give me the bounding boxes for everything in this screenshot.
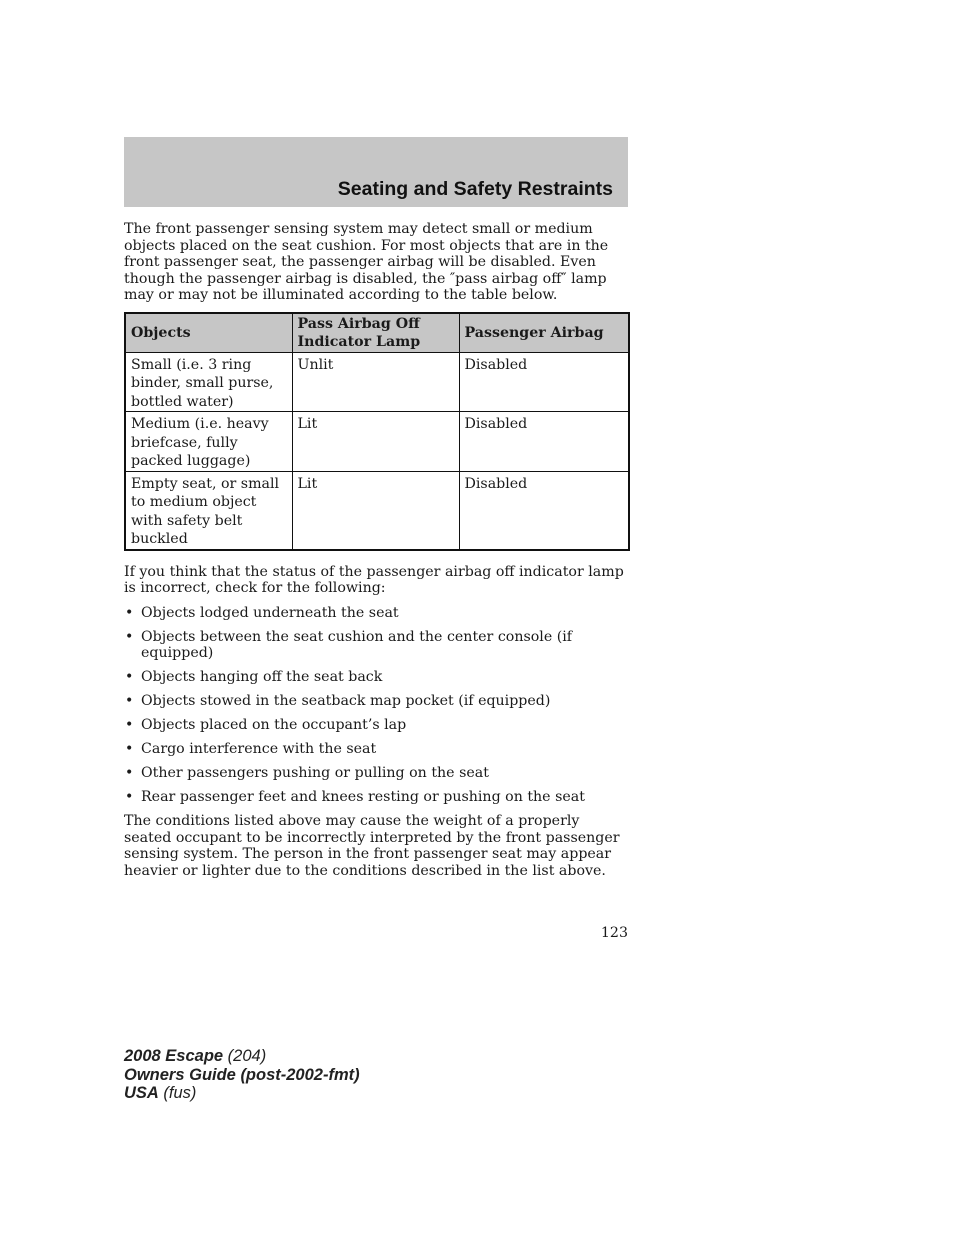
table-cell-object: Small (i.e. 3 ring binder, small purse, bottled water) (125, 352, 292, 412)
table-cell-lamp: Lit (292, 471, 459, 550)
intro-paragraph: The front passenger sensing system may detect small or medium objects placed on the seat cushion. For most objects that are in the front passenger seat, the passenger airbag will be disabled. Even though the passenger airbag is disabled, the ″pass airbag off″ lamp may or may not be illuminated according to the table below. (124, 221, 609, 303)
list-item-text: Objects stowed in the seatback map pocket (if equipped) (141, 693, 551, 709)
column-header-passenger-airbag: Passenger Airbag (459, 313, 629, 353)
section-title: Seating and Safety Restraints (337, 178, 613, 200)
list-item-text: Objects between the seat cushion and the center console (if equipped) (141, 628, 573, 661)
section-header-band (124, 137, 628, 207)
footer-market-code: (fus) (158, 1084, 197, 1102)
list-item (124, 605, 628, 622)
list-item-text: Rear passenger feet and knees resting or pushing on the seat (141, 789, 585, 805)
bullet-icon: • (125, 628, 134, 645)
list-item-text: Objects placed on the occupant’s lap (141, 717, 407, 733)
table-row (125, 471, 629, 550)
table-cell-airbag: Disabled (459, 471, 629, 550)
conclusion-paragraph: The conditions listed above may cause the weight of a properly seated occupant to be incorrectly interpreted by the front passenger sensing system. The person in the front passenger seat may appear heavier or lighter due to the conditions described in the list above. (124, 813, 620, 879)
list-item-text: Cargo interference with the seat (141, 741, 377, 757)
document-footer (124, 1047, 360, 1103)
table-cell-object: Empty seat, or small to medium object with safety belt buckled (125, 471, 292, 550)
table-cell-airbag: Disabled (459, 352, 629, 412)
list-item (124, 789, 628, 806)
table-cell-lamp: Unlit (292, 352, 459, 412)
table-header-row (125, 313, 629, 353)
footer-line-model (124, 1047, 360, 1066)
airbag-status-table (124, 312, 630, 551)
bullet-icon: • (125, 741, 134, 757)
check-list (124, 605, 628, 806)
bullet-icon: • (125, 693, 134, 709)
table-cell-lamp: Lit (292, 412, 459, 472)
table-cell-object: Medium (i.e. heavy briefcase, fully packed luggage) (125, 412, 292, 472)
column-header-indicator-lamp: Pass Airbag Off Indicator Lamp (292, 313, 459, 353)
bullet-icon: • (125, 789, 134, 805)
table-cell-airbag: Disabled (459, 412, 629, 472)
column-header-objects: Objects (125, 313, 292, 353)
footer-model: 2008 Escape (124, 1047, 224, 1065)
footer-guide: Owners Guide (post-2002-fmt) (124, 1065, 360, 1084)
footer-line-guide (124, 1066, 360, 1085)
page-content (124, 221, 628, 879)
footer-model-code: (204) (223, 1047, 267, 1065)
bullet-icon: • (125, 717, 134, 733)
page-number: 123 (600, 925, 628, 941)
table-row (125, 412, 629, 472)
list-item (124, 629, 628, 662)
bullet-icon: • (125, 669, 134, 685)
list-item (124, 741, 628, 758)
list-item (124, 765, 628, 782)
list-item (124, 717, 628, 734)
bullet-icon: • (125, 765, 134, 781)
list-item-text: Objects hanging off the seat back (141, 669, 383, 685)
list-item (124, 669, 628, 686)
bullet-icon: • (125, 604, 134, 621)
footer-line-market (124, 1084, 360, 1103)
list-item (124, 693, 628, 710)
footer-market: USA (124, 1084, 159, 1102)
check-intro-paragraph: If you think that the status of the passenger airbag off indicator lamp is incorrect, check for the following: (124, 563, 624, 596)
list-item-text: Other passengers pushing or pulling on the seat (141, 765, 489, 781)
table-row (125, 352, 629, 412)
list-item-text: Objects lodged underneath the seat (141, 604, 399, 621)
